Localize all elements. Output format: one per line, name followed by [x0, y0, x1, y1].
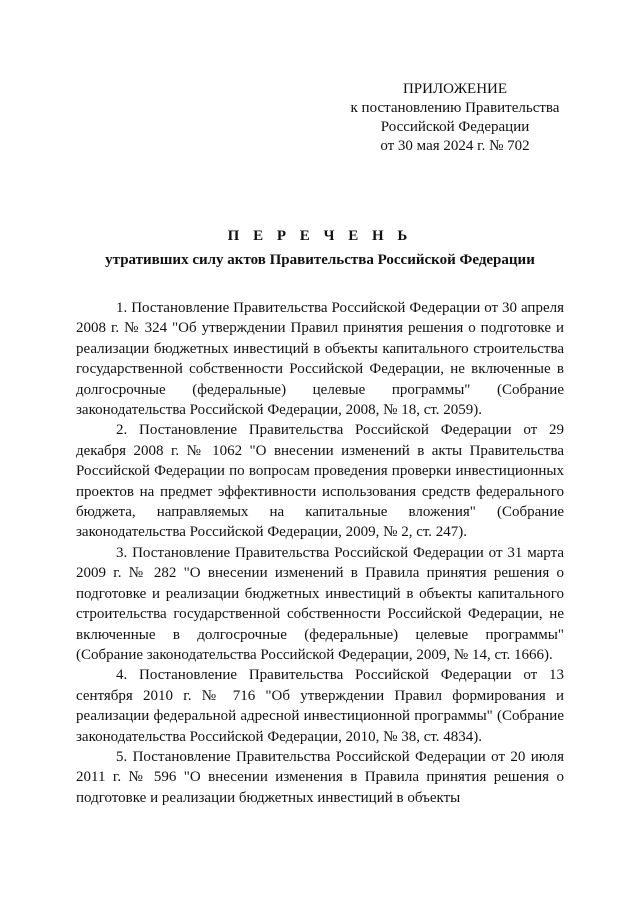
list-item: 2. Постановление Правительства Российской Федерации от 29 декабря 2008 г. № 1062 "О внесении изменений в акты Правительства Российской Федерации по вопросам проведения проверки инвестиционных проектов на предмет эффективности использования средств федерального бюджета, направляемых на капитальные вложения" (Собрание законодательства Российской Федерации, 2009, № 2, ст. 247).: [76, 422, 564, 541]
appendix-reference-line: к постановлению Правительства: [350, 100, 560, 116]
list-item: 3. Постановление Правительства Российской Федерации от 31 марта 2009 г. № 282 "О внесении изменений в Правила принятия решения о подготовке и реализации бюджетных инвестиций в объекты капитального строительства государственной собственности Российской Федерации, не включенные в долгосрочные (федеральные) целевые программы" (Собрание законодательства Российской Федерации, 2009, № 14, ст. 1666).: [76, 544, 564, 663]
document-body: [76, 298, 564, 808]
document-title: П Е Р Е Ч Е Н Ь: [227, 228, 413, 244]
list-item: 4. Постановление Правительства Российской Федерации от 13 сентября 2010 г. № 716 "Об утверждении Правил формирования и реализации федеральной адресной инвестиционной программы" (Собрание законодательства Российской Федерации, 2010, № 38, ст. 4834).: [76, 667, 564, 745]
appendix-block: [330, 80, 580, 156]
appendix-title: ПРИЛОЖЕНИЕ: [402, 81, 508, 97]
appendix-date-line: от 30 мая 2024 г. № 702: [380, 138, 530, 154]
document-subtitle: утративших силу актов Правительства Российской Федерации: [105, 252, 535, 268]
list-item: 1. Постановление Правительства Российской Федерации от 30 апреля 2008 г. № 324 "Об утверждении Правил принятия решения о подготовке и реализации бюджетных инвестиций в объекты капитального строительства государственной собственности Российской Федерации, не включенные в долгосрочные (федеральные) целевые программы" (Собрание законодательства Российской Федерации, 2008, № 18, ст. 2059).: [76, 300, 564, 419]
appendix-reference-line: Российской Федерации: [380, 119, 530, 135]
list-item: 5. Постановление Правительства Российской Федерации от 20 июля 2011 г. № 596 "О внесении изменения в Правила принятия решения о подготовке и реализации бюджетных инвестиций в объекты: [76, 748, 564, 806]
